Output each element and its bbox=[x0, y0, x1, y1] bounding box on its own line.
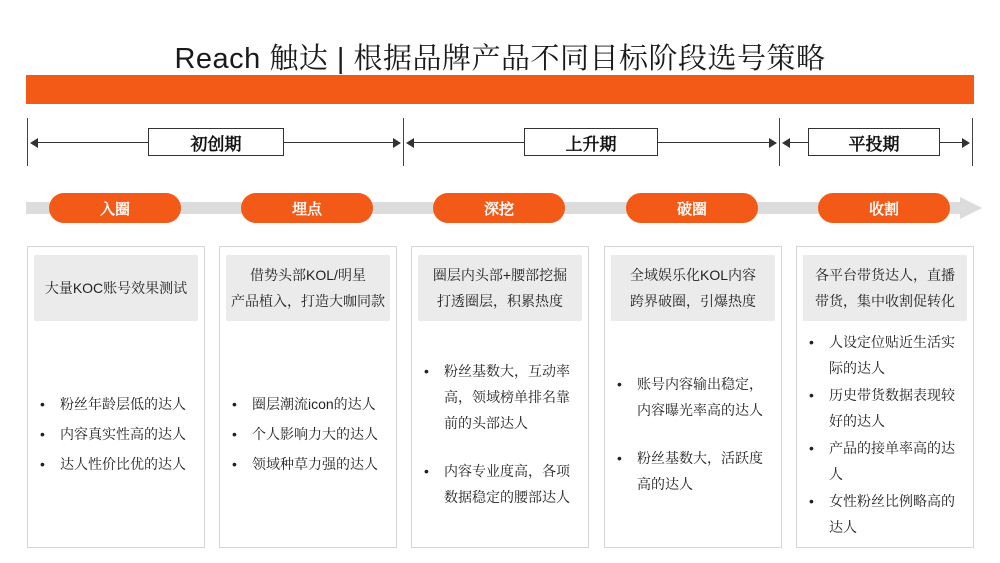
bullet-icon: • bbox=[809, 333, 814, 350]
stage-pill-enter: 入圈 bbox=[49, 193, 181, 223]
list-item-text: 内容专业度高，各项数据稳定的腰部达人 bbox=[444, 463, 570, 505]
column-header-text: 借势头部KOL/明星 产品植入，打造大咖同款 bbox=[231, 267, 385, 309]
bullet-icon: • bbox=[809, 439, 814, 456]
arrow-left-icon bbox=[30, 138, 38, 148]
bullet-icon: • bbox=[40, 456, 45, 472]
phase-label-startup: 初创期 bbox=[148, 128, 284, 156]
timeline-line bbox=[412, 142, 524, 143]
bullet-icon: • bbox=[232, 396, 237, 412]
list-item bbox=[38, 391, 196, 417]
timeline-line bbox=[36, 142, 148, 143]
column-header-text: 大量KOC账号效果测试 bbox=[44, 280, 188, 296]
stage-pill-seed: 埋点 bbox=[241, 193, 373, 223]
arrow-left-icon bbox=[782, 138, 790, 148]
timeline-line bbox=[658, 142, 770, 143]
strategy-column bbox=[604, 246, 782, 548]
strategy-column bbox=[219, 246, 397, 548]
phase-divider bbox=[972, 118, 973, 166]
phase-label-growth: 上升期 bbox=[524, 128, 658, 156]
page-title: Reach 触达 | 根据品牌产品不同目标阶段选号策略 bbox=[174, 43, 826, 75]
strategy-column bbox=[796, 246, 974, 548]
arrow-left-icon bbox=[406, 138, 414, 148]
list-item-text: 账号内容输出稳定，内容曝光率高的达人 bbox=[637, 376, 763, 418]
list-item-text: 粉丝基数大，互动率高，领域榜单排名靠前的头部达人 bbox=[444, 363, 570, 431]
list-item bbox=[615, 371, 773, 423]
stage-pill-deepen: 深挖 bbox=[433, 193, 565, 223]
column-body bbox=[220, 321, 396, 547]
list-item bbox=[615, 445, 773, 497]
list-item-text: 产品的接单率高的达人 bbox=[829, 439, 955, 482]
arrow-right-icon bbox=[393, 138, 401, 148]
bullet-icon: • bbox=[40, 396, 45, 412]
list-item bbox=[807, 329, 965, 381]
bullet-icon: • bbox=[424, 463, 429, 479]
column-body bbox=[797, 321, 973, 547]
phase-label-steady: 平投期 bbox=[808, 128, 940, 156]
list-item-text: 历史带货数据表现较好的达人 bbox=[829, 386, 955, 429]
phase-divider bbox=[779, 118, 780, 166]
arrow-right-icon bbox=[962, 138, 970, 148]
bullet-icon: • bbox=[809, 492, 814, 509]
column-header bbox=[611, 255, 775, 321]
list-item-text: 人设定位贴近生活实际的达人 bbox=[829, 333, 955, 376]
column-body bbox=[28, 321, 204, 547]
strategy-column bbox=[411, 246, 589, 548]
list-item bbox=[807, 382, 965, 434]
strategy-column bbox=[27, 246, 205, 548]
list-item-text: 粉丝年龄层低的达人 bbox=[60, 396, 186, 412]
list-item-text: 内容真实性高的达人 bbox=[60, 426, 186, 442]
column-header bbox=[803, 255, 967, 321]
list-item bbox=[38, 451, 196, 477]
bullet-icon: • bbox=[232, 456, 237, 472]
column-header-text: 各平台带货达人，直播 带货，集中收割促转化 bbox=[815, 267, 955, 309]
list-item-text: 粉丝基数大，活跃度高的达人 bbox=[637, 450, 763, 492]
arrow-right-icon bbox=[769, 138, 777, 148]
timeline-line bbox=[284, 142, 394, 143]
list-item bbox=[230, 421, 388, 447]
list-item bbox=[38, 421, 196, 447]
column-body bbox=[605, 321, 781, 547]
bullet-icon: • bbox=[424, 363, 429, 379]
phase-divider bbox=[403, 118, 404, 166]
phase-divider bbox=[27, 118, 28, 166]
list-item-text: 达人性价比优的达人 bbox=[60, 456, 186, 472]
bullet-icon: • bbox=[617, 450, 622, 466]
timeline-line bbox=[940, 142, 962, 143]
bullet-icon: • bbox=[809, 386, 814, 403]
bullet-icon: • bbox=[617, 376, 622, 392]
bullet-icon: • bbox=[232, 426, 237, 442]
list-item bbox=[807, 488, 965, 540]
list-item bbox=[422, 358, 580, 436]
column-body bbox=[412, 321, 588, 547]
list-item bbox=[230, 391, 388, 417]
list-item-text: 个人影响力大的达人 bbox=[252, 426, 378, 442]
stage-pill-breakout: 破圈 bbox=[626, 193, 758, 223]
list-item bbox=[230, 451, 388, 477]
column-header-text: 圈层内头部+腰部挖掘 打透圈层，积累热度 bbox=[432, 267, 568, 309]
bullet-icon: • bbox=[40, 426, 45, 442]
track-arrow-icon bbox=[960, 197, 982, 219]
accent-bar bbox=[26, 75, 974, 104]
timeline-line bbox=[788, 142, 808, 143]
column-header bbox=[418, 255, 582, 321]
stage-pill-harvest: 收割 bbox=[818, 193, 950, 223]
list-item-text: 领域种草力强的达人 bbox=[252, 456, 378, 472]
list-item-text: 女性粉丝比例略高的达人 bbox=[829, 492, 955, 535]
column-header-text: 全域娱乐化KOL内容 跨界破圈，引爆热度 bbox=[629, 267, 756, 309]
phase-timeline bbox=[0, 118, 1000, 168]
list-item-text: 圈层潮流icon的达人 bbox=[252, 396, 376, 412]
column-header bbox=[226, 255, 390, 321]
list-item bbox=[807, 435, 965, 487]
list-item bbox=[422, 458, 580, 510]
column-header bbox=[34, 255, 198, 321]
